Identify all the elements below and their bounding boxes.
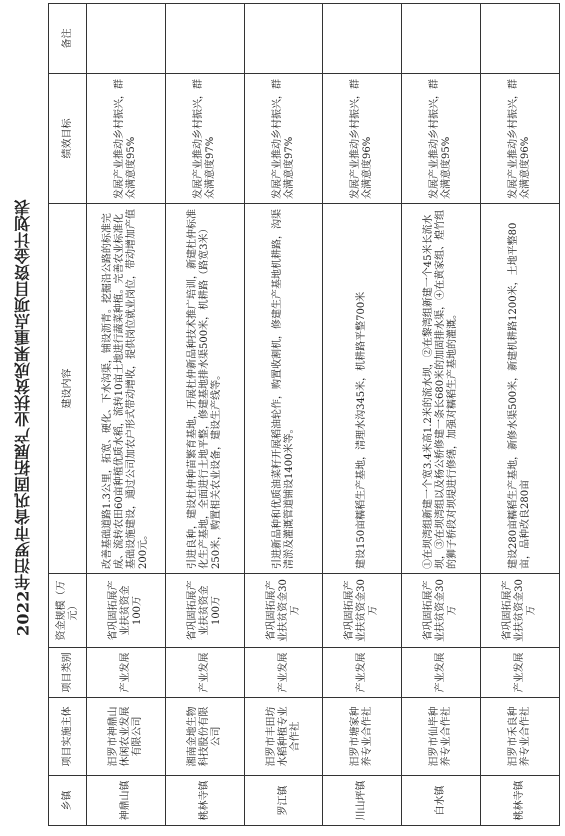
cell-funds: 省巩固拓展产业扶贫资金100万	[165, 574, 244, 648]
funding-plan-table	[48, 3, 560, 826]
cell-funds: 省巩固拓展产业扶贫资金30万	[244, 574, 323, 648]
cell-target: 发展产业推动乡村振兴，群众满意度95%	[87, 74, 166, 204]
cell-remark	[165, 4, 244, 74]
cell-content: ①在坝湾组新建一个宽3.4米高1.2米的流水坝，②在黎湾组新建一个45米长流水坝，③在坝湾组以及杨公桥修建一条长680米的加固排水渠，④在黄家组、煌竹组的狮子桥段对坝堤进行修缮，加强对糯稻生产基地的灌溉。	[402, 204, 481, 574]
cell-category: 产业发展	[323, 648, 402, 698]
funding-plan-sheet	[48, 4, 560, 826]
header-target: 绩效目标	[49, 74, 87, 204]
cell-content: 引进新品种和优质油菜籽开展稻油轮作，购置收割机，修建生产基地机耕路，沟渠清淤及灌溉管道铺设1400米等。	[244, 204, 323, 574]
cell-remark	[323, 4, 402, 74]
cell-funds: 省巩固拓展产业扶贫资金30万	[402, 574, 481, 648]
header-category: 项目类别	[49, 648, 87, 698]
cell-remark	[87, 4, 166, 74]
cell-target: 发展产业推动乡村振兴，群众满意度95%	[402, 74, 481, 204]
cell-content: 建设150亩糯稻生产基地，清理水沟345米，机耕路平整700米	[323, 204, 402, 574]
cell-entity: 汨罗市禾良种养专业合作社	[481, 698, 560, 776]
cell-target: 发展产业推动乡村振兴，群众满意度96%	[481, 74, 560, 204]
cell-town: 罗江镇	[244, 776, 323, 826]
cell-entity: 湘南金地生物科技股份有限公司	[165, 698, 244, 776]
cell-funds: 省巩固拓展产业扶贫资金30万	[481, 574, 560, 648]
cell-category: 产业发展	[165, 648, 244, 698]
header-content: 建设内容	[49, 204, 87, 574]
table-row	[323, 4, 402, 826]
cell-remark	[481, 4, 560, 74]
cell-entity: 汨罗市神鼎山休闲农业发展有限公司	[87, 698, 166, 776]
cell-funds: 省巩固拓展产业扶贫资金100万	[87, 574, 166, 648]
cell-entity: 汨罗市仙毕种养专业合作社	[402, 698, 481, 776]
header-entity: 项目实施主体	[49, 698, 87, 776]
cell-category: 产业发展	[87, 648, 166, 698]
cell-category: 产业发展	[244, 648, 323, 698]
cell-remark	[244, 4, 323, 74]
cell-content: 引进良种，建设杜仲种苗繁育基地，开展杜仲新品种技术推广培训，新建杜仲标准化生产基地，全面进行土地平整，修建基地排水渠500米，机耕路（路宽3米）250米，购置相关农业设备，建设生产线等。	[165, 204, 244, 574]
cell-town: 神鼎山镇	[87, 776, 166, 826]
cell-town: 桃林寺镇	[165, 776, 244, 826]
document-title: 2022年汨罗市省巩固拓展产业扶贫成果重点项目资金计划表	[13, 199, 33, 637]
cell-entity: 汨罗市丰田坊水稻种植专业合作社	[244, 698, 323, 776]
cell-target: 发展产业推动乡村振兴，群众满意度96%	[323, 74, 402, 204]
header-funds: 资金规模（万元）	[49, 574, 87, 648]
cell-town: 桃林寺镇	[481, 776, 560, 826]
cell-category: 产业发展	[402, 648, 481, 698]
cell-remark	[402, 4, 481, 74]
header-remark: 备注	[49, 4, 87, 74]
table-row	[87, 4, 166, 826]
cell-town: 川山坪镇	[323, 776, 402, 826]
cell-town: 白水镇	[402, 776, 481, 826]
cell-content: 建设280亩糯稻生产基地，新修水渠500米，新建机耕路1200米，土地平整80亩，品种改良280亩	[481, 204, 560, 574]
header-town: 乡镇	[49, 776, 87, 826]
cell-category: 产业发展	[481, 648, 560, 698]
cell-funds: 省巩固拓展产业扶贫资金30万	[323, 574, 402, 648]
table-row	[165, 4, 244, 826]
cell-target: 发展产业推动乡村振兴，群众满意度97%	[244, 74, 323, 204]
cell-content: 改善基础道路1.3公里，拓宽、硬化、下水沟渠，铺设沥青。挖掘沿公路的标准完成、流转农田60亩种植优质水稻，流转10亩土地进行蔬菜种植。完善农业标准化基础设施建设，通过公司加农户形式带动增收，提供岗位就业岗位，带动增加产值200元。	[87, 204, 166, 574]
cell-entity: 汨罗市塘家种养专业合作社	[323, 698, 402, 776]
cell-target: 发展产业推动乡村振兴，群众满意度97%	[165, 74, 244, 204]
table-row	[244, 4, 323, 826]
table-row	[402, 4, 481, 826]
table-header-row	[49, 4, 87, 826]
table-row	[481, 4, 560, 826]
